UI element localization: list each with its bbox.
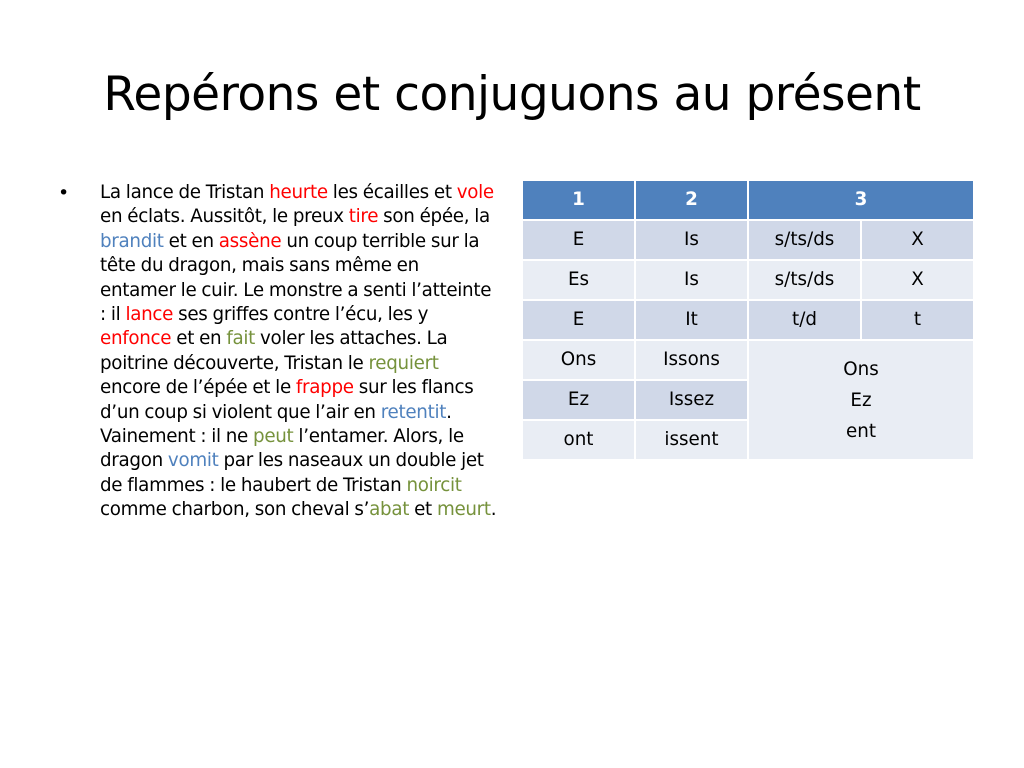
- text-run: La lance de Tristan: [100, 182, 270, 203]
- text-run: son épée, la: [378, 206, 490, 228]
- text-run: sur les flancs d’un coup si violent que l’air en: [100, 377, 474, 423]
- bullet-paragraph: [100, 181, 498, 523]
- text-run: et en: [163, 230, 219, 252]
- text-run: encore de l’épée et le: [100, 377, 296, 399]
- table-row: [522, 300, 974, 340]
- text-run: comme charbon, son cheval s’: [100, 499, 370, 521]
- text-run: en éclats. Aussitôt, le preux: [100, 206, 349, 228]
- text-run: les écailles et: [327, 182, 457, 203]
- merged-ending: ent: [846, 420, 877, 442]
- highlighted-verb: heurte: [269, 182, 328, 203]
- table-row: [522, 260, 974, 300]
- table-cell: s/ts/ds: [748, 220, 861, 260]
- merged-ending: Ons: [843, 358, 879, 380]
- table-header-row: [522, 180, 974, 220]
- highlighted-verb: requiert: [368, 352, 439, 374]
- table-cell: t/d: [748, 300, 861, 340]
- table-cell: Ez: [522, 380, 635, 420]
- highlighted-verb: enfonce: [100, 328, 172, 350]
- table-cell: Es: [522, 260, 635, 300]
- table-cell: It: [635, 300, 748, 340]
- slide-title: Repérons et conjuguons au présent: [103, 67, 921, 122]
- header-cell-group-1: 1: [522, 180, 635, 220]
- text-run: et: [409, 499, 437, 521]
- text-run: et en: [171, 328, 227, 350]
- table-cell: Is: [635, 220, 748, 260]
- table-cell: Ons: [522, 340, 635, 380]
- table-cell: Is: [635, 260, 748, 300]
- table-cell: E: [522, 220, 635, 260]
- table-cell: s/ts/ds: [748, 260, 861, 300]
- highlighted-verb: meurt: [436, 499, 491, 521]
- table-cell: E: [522, 300, 635, 340]
- conjugation-table: [521, 179, 975, 461]
- text-run: par les naseaux un double jet de flammes : le haubert de Tristan: [100, 450, 484, 496]
- text-run: voler les attaches. La poitrine découverte, Tristan le: [100, 328, 448, 374]
- text-body: [58, 181, 498, 523]
- table-cell: t: [861, 300, 974, 340]
- table-row: [522, 340, 974, 380]
- table-cell: issent: [635, 420, 748, 460]
- table-cell: X: [861, 260, 974, 300]
- merged-endings-cell: [748, 340, 974, 460]
- table-cell: Issons: [635, 340, 748, 380]
- highlighted-verb: frappe: [295, 377, 354, 399]
- header-cell-group-3: 3: [748, 180, 974, 220]
- highlighted-verb: vole: [456, 182, 494, 203]
- text-run: .: [490, 499, 497, 521]
- highlighted-verb: tire: [348, 206, 379, 228]
- highlighted-verb: retentit: [380, 401, 447, 423]
- highlighted-verb: peut: [253, 426, 294, 448]
- merged-ending: Ez: [850, 389, 872, 411]
- table-cell: Issez: [635, 380, 748, 420]
- text-run: l’entamer. Alors, le dragon: [100, 426, 464, 472]
- highlighted-verb: fait: [226, 328, 256, 350]
- table-cell: ont: [522, 420, 635, 460]
- table-row: [522, 220, 974, 260]
- text-run: un coup terrible sur la tête du dragon, mais sans même en entamer le cuir. Le monstre a senti l’atteinte : il: [100, 230, 492, 326]
- highlighted-verb: abat: [369, 499, 410, 521]
- highlighted-verb: lance: [125, 304, 174, 326]
- highlighted-verb: noircit: [406, 474, 462, 496]
- header-cell-group-2: 2: [635, 180, 748, 220]
- bullet-marker: •: [58, 182, 70, 204]
- text-run: . Vainement : il ne: [100, 401, 452, 448]
- highlighted-verb: vomit: [167, 450, 219, 472]
- highlighted-verb: brandit: [100, 230, 164, 252]
- table-cell: X: [861, 220, 974, 260]
- highlighted-verb: assène: [218, 230, 282, 252]
- text-run: ses griffes contre l’écu, les y: [173, 304, 429, 326]
